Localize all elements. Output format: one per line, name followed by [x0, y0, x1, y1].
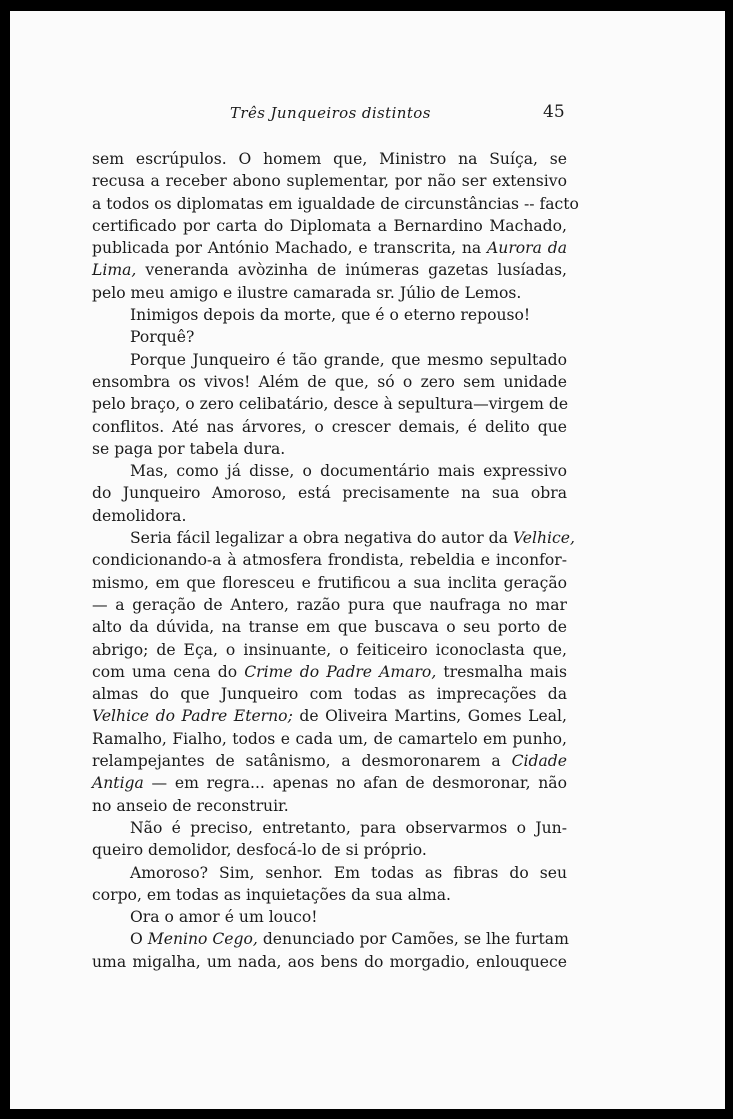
text-line [92, 594, 567, 616]
text-line [92, 170, 567, 192]
text-run: condicionando-a à atmosfera frondista, rebeldia e inconfor- [92, 551, 567, 570]
text-run: Inimigos depois da morte, que é o eterno repouso! [130, 306, 531, 325]
text-line [92, 438, 567, 460]
text-run: Seria fácil legalizar a obra negativa do autor da [130, 529, 513, 548]
italic-title: Lima, [92, 261, 137, 280]
text-run: no anseio de reconstruir. [92, 796, 289, 815]
text-run: uma migalha, um nada, aos bens do morgadio, enlouquece [92, 952, 567, 971]
page-number: 45 [543, 102, 565, 122]
text-run: — em regra... apenas no afan de desmoronar, não [143, 774, 567, 793]
text-run: Porque Junqueiro é tão grande, que mesmo sepultado [130, 350, 567, 369]
text-line [92, 237, 567, 259]
text-run: a todos os diplomatas em igualdade de circunstâncias -- facto [92, 194, 579, 213]
text-line [92, 482, 567, 504]
text-line [92, 728, 567, 750]
text-run: certificado por carta do Diplomata a Bernardino Machado, [92, 216, 567, 235]
text-run: O [130, 930, 148, 949]
text-run: — a geração de Antero, razão pura que naufraga no mar [92, 595, 567, 614]
text-line [92, 705, 567, 727]
page-header [10, 104, 725, 128]
text-run: abrigo; de Eça, o insinuante, o feiticeiro iconoclasta que, [92, 640, 567, 659]
text-run: queiro demolidor, desfocá-lo de si próprio. [92, 841, 427, 860]
text-line [92, 215, 567, 237]
italic-title: Velhice do Padre Eterno; [92, 707, 293, 726]
text-line [92, 683, 567, 705]
text-line [92, 750, 567, 772]
text-run: conflitos. Até nas árvores, o crescer demais, é delito que [92, 417, 567, 436]
text-run: Mas, como já disse, o documentário mais expressivo [130, 462, 567, 481]
text-line [92, 616, 567, 638]
italic-title: Velhice, [512, 529, 575, 548]
text-line [92, 416, 567, 438]
text-run: alto da dúvida, na transe em que buscava o seu porto de [92, 618, 567, 637]
text-run: almas do que Junqueiro com todas as imprecações da [92, 685, 567, 704]
text-line [92, 928, 567, 950]
text-line [92, 304, 567, 326]
italic-title: Menino Cego, [147, 930, 258, 949]
text-run: Porquê? [130, 328, 195, 347]
text-line [92, 951, 567, 973]
italic-title: Aurora da [487, 239, 567, 258]
italic-title: Antiga [92, 774, 144, 793]
italic-title: Cidade [511, 752, 567, 771]
text-run: pelo meu amigo e ilustre camarada sr. Júlio de Lemos. [92, 283, 522, 302]
text-line [92, 282, 567, 304]
text-line [92, 549, 567, 571]
text-run: ensombra os vivos! Além de que, só o zero sem unidade [92, 372, 567, 391]
text-line [92, 349, 567, 371]
text-run: Amoroso? Sim, senhor. Em todas as fibras do seu [130, 863, 567, 882]
text-run: Não é preciso, entretanto, para observarmos o Jun- [130, 818, 567, 837]
text-line [92, 371, 567, 393]
body-text [92, 148, 579, 973]
text-line [92, 839, 567, 861]
text-line [92, 460, 567, 482]
text-line [92, 505, 567, 527]
text-line [92, 884, 567, 906]
text-run: pelo braço, o zero celibatário, desce à sepultura—virgem de [92, 395, 569, 414]
text-run: sem escrúpulos. O homem que, Ministro na Suíça, se [92, 150, 567, 168]
running-title: Três Junqueiros distintos [230, 104, 431, 122]
text-run: mismo, em que floresceu e frutificou a sua inclita geração [92, 573, 567, 592]
text-line [92, 817, 567, 839]
text-run: veneranda avòzinha de inúmeras gazetas lusíadas, [136, 261, 567, 280]
text-line [92, 148, 567, 170]
text-line [92, 393, 567, 415]
text-line [92, 639, 567, 661]
text-line [92, 572, 567, 594]
text-run: se paga por tabela dura. [92, 439, 286, 458]
text-run: Ora o amor é um louco! [130, 908, 318, 927]
text-run: tresmalha mais [436, 662, 567, 681]
text-line [92, 259, 567, 281]
text-run: recusa a receber abono suplementar, por não ser extensivo [92, 172, 567, 191]
text-line [92, 193, 579, 215]
text-run: corpo, em todas as inquietações da sua alma. [92, 885, 451, 904]
text-run: demolidora. [92, 506, 187, 525]
text-run: relampejantes de satânismo, a desmoronarem a [92, 752, 512, 771]
text-line [92, 527, 575, 549]
book-page [10, 11, 725, 1109]
text-run: publicada por António Machado, e transcrita, na [92, 239, 488, 258]
text-run: do Junqueiro Amoroso, está precisamente na sua obra [92, 484, 567, 503]
text-line [92, 862, 567, 884]
text-line [92, 795, 567, 817]
text-line [92, 906, 567, 928]
text-line [92, 661, 567, 683]
text-run: de Oliveira Martins, Gomes Leal, [292, 707, 567, 726]
text-run: com uma cena do [92, 662, 245, 681]
italic-title: Crime do Padre Amaro, [244, 662, 437, 681]
text-line [92, 326, 567, 348]
text-run: Ramalho, Fialho, todos e cada um, de camartelo em punho, [92, 729, 567, 748]
text-run: denunciado por Camões, se lhe furtam [257, 930, 569, 949]
text-line [92, 772, 567, 794]
